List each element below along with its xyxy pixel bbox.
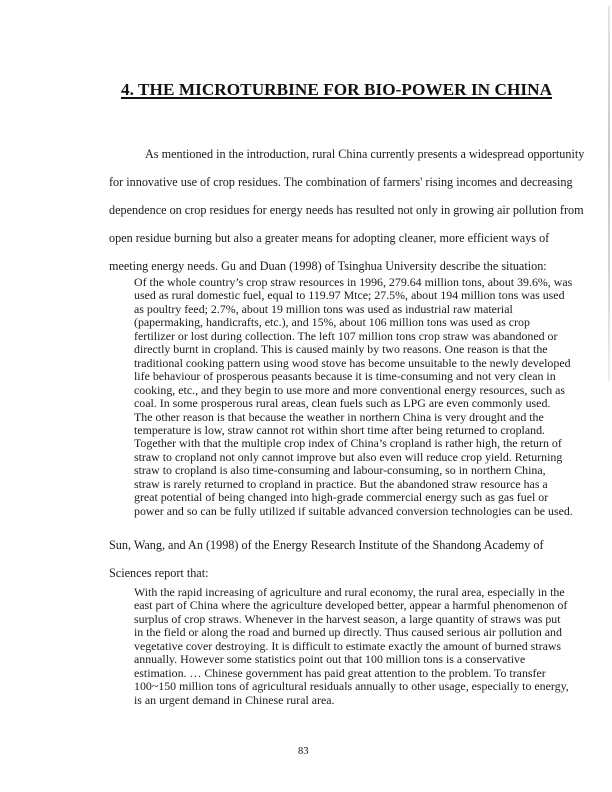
text-line: Together with that the multiple crop index of China’s cropland is rather high, the return of: [134, 436, 562, 451]
text-line: is an urgent demand in Chinese rural area.: [134, 692, 335, 707]
text-line: life behaviour of prosperous peasants because it is time-consuming and not very clean in: [134, 369, 556, 384]
scan-edge-artifact: [608, 6, 610, 381]
text-line: 100~150 million tons of agricultural residuals annually to other usage, especially to energy,: [134, 679, 569, 694]
text-line: temperature is low, straw cannot rot within short time after being returned to cropland.: [134, 422, 545, 437]
text-line: used as rural domestic fuel, equal to 119.97 Mtce; 27.5%, about 194 million tons was used: [134, 288, 565, 303]
page-number: 83: [298, 746, 309, 757]
text-line: east part of China where the agriculture developed better, appear a harmful phenomenon of: [134, 598, 568, 613]
text-line: The other reason is that because the weather in northern China is very drought and the: [134, 409, 544, 424]
text-line: estimation. … Chinese government has paid great attention to the problem. To transfer: [134, 665, 546, 680]
text-line: for innovative use of crop residues. The combination of farmers' rising incomes and decreasing: [109, 175, 573, 190]
text-line: meeting energy needs. Gu and Duan (1998) of Tsinghua University describe the situation:: [109, 259, 547, 274]
text-line: great potential of being changed into high-grade commercial energy such as gas fuel or: [134, 490, 549, 505]
text-line: annually. However some statistics point out that 100 million tons is a conservative: [134, 652, 526, 667]
text-line: in the field or along the road and burned up directly. Thus caused serious air pollution and: [134, 625, 562, 640]
text-line: As mentioned in the introduction, rural China currently presents a widespread opportunity: [145, 147, 585, 161]
text-line: traditional cooking pattern using wood stove has become unsuitable to the newly developed: [134, 355, 571, 370]
text-line: dependence on crop residues for energy needs has resulted not only in growing air pollution from: [109, 203, 584, 218]
text-line: With the rapid increasing of agriculture and rural economy, the rural area, especially in the: [134, 585, 565, 599]
text-line: straw to cropland not only cannot improve but also even will reduce crop yield. Returning: [134, 449, 563, 464]
text-line: straw is rarely returned to cropland in practice. But the abandoned straw resource has a: [134, 476, 548, 491]
text-line: Sun, Wang, and An (1998) of the Energy Research Institute of the Shandong Academy of: [109, 538, 544, 552]
text-line: Of the whole country’s crop straw resources in 1996, 279.64 million tons, about 39.6%, was: [134, 275, 573, 289]
text-line: (papermaking, handicrafts, etc.), and 15%, about 106 million tons was used as crop: [134, 315, 530, 330]
text-line: fertilizer or lost during collection. The left 107 million tons crop straw was abandoned or: [134, 328, 558, 343]
text-line: open residue burning but also a greater means for adopting cleaner, more efficient ways of: [109, 231, 550, 246]
text-line: directly burnt in cropland. This is caused mainly by two reasons. One reason is that the: [134, 342, 548, 357]
text-line: power and so can be fully utilized if suitable advanced conversion technologies can be used.: [134, 503, 573, 518]
text-line: coal. In some prosperous rural areas, clean fuels such as LPG are even commonly used.: [134, 396, 551, 411]
text-line: straw to cropland is also time-consuming and labour-consuming, so in northern China,: [134, 463, 546, 478]
text-line: as poultry feed; 2.7%, about 19 million tons was used as industrial raw material: [134, 301, 513, 316]
text-line: surplus of crop straws. Whenever in the harvest season, a large quantity of straws was put: [134, 611, 561, 626]
text-line: Sciences report that:: [109, 566, 209, 580]
text-line: vegetative cover destroying. It is difficult to estimate exactly the amount of burned straws: [134, 638, 562, 653]
section-heading: 4. THE MICROTURBINE FOR BIO-POWER IN CHINA: [121, 80, 553, 99]
text-line: cooking, etc., and they begin to use more and more conventional energy resources, such as: [134, 382, 566, 397]
